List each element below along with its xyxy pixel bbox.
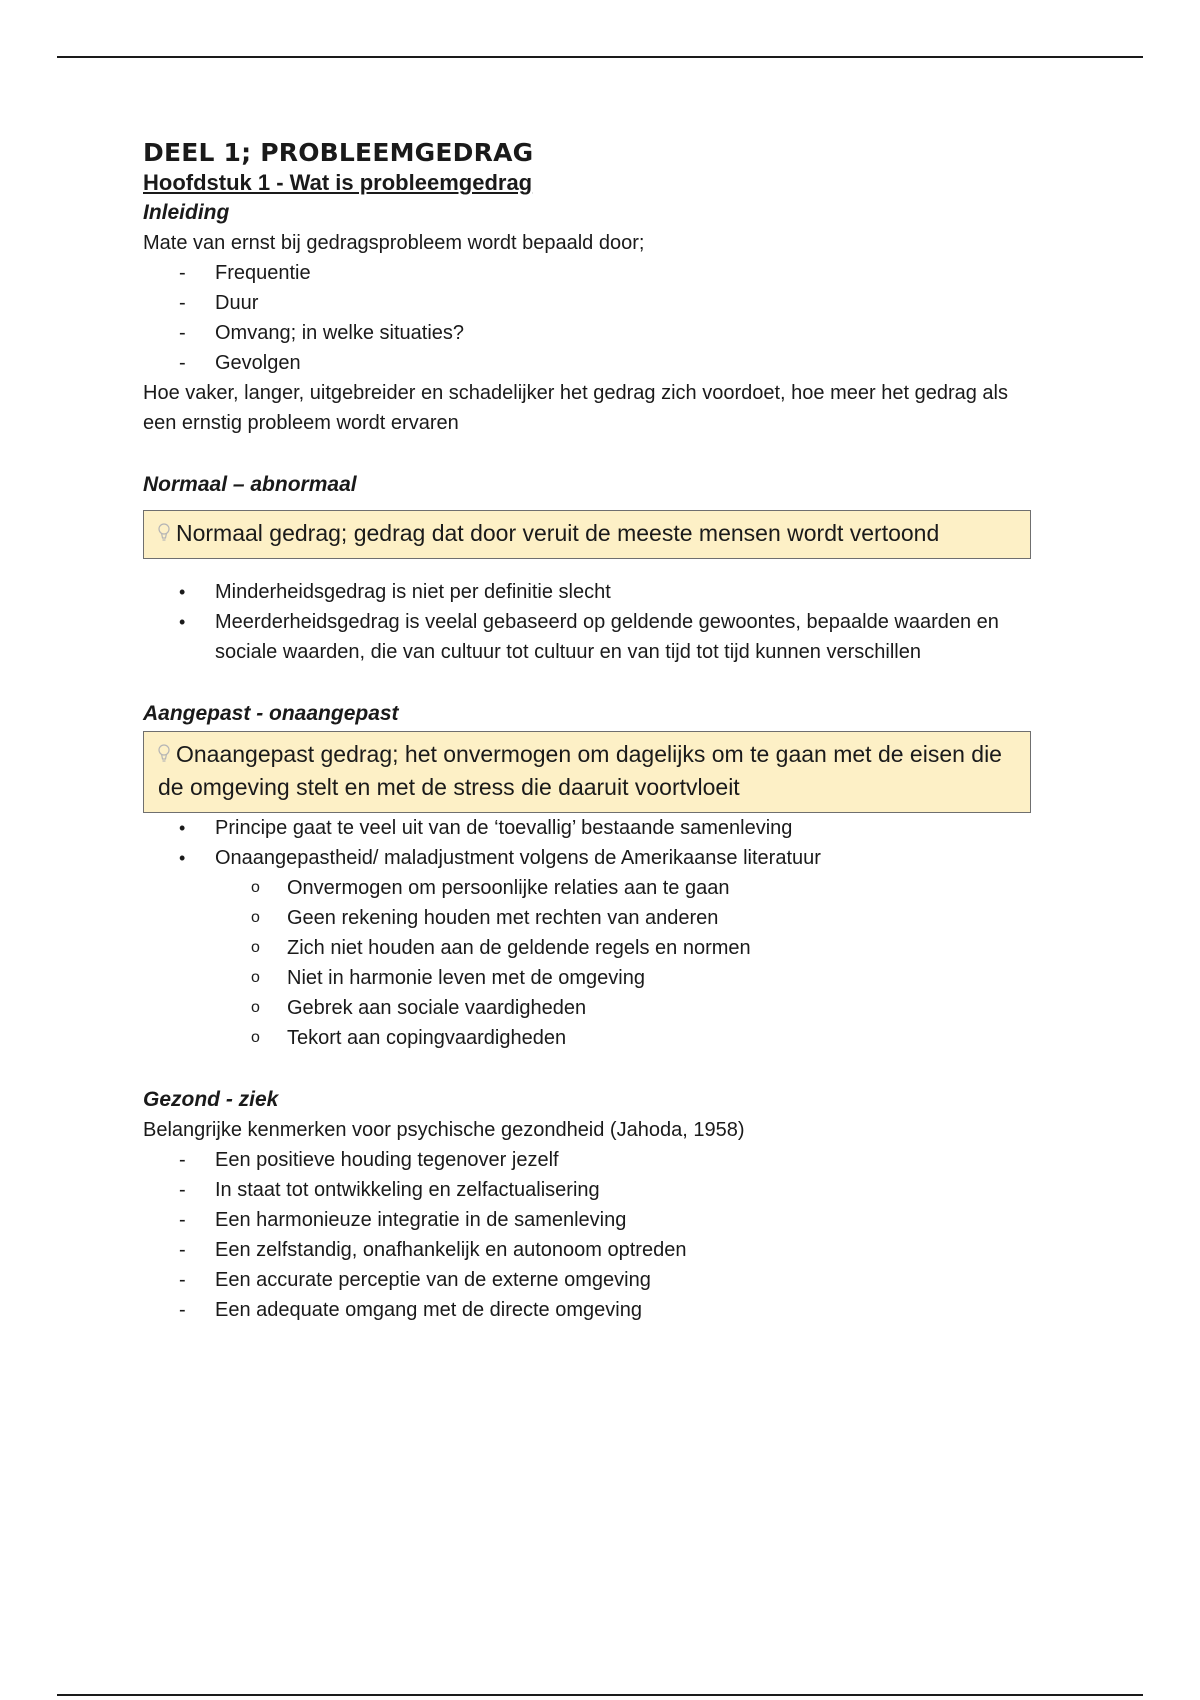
- lightbulb-icon: [158, 522, 170, 544]
- section-title-inleiding: Inleiding: [143, 201, 230, 224]
- circle-marker: o: [251, 999, 260, 1016]
- list-item: - Frequentie: [143, 258, 1043, 288]
- aangepast-sub-list: [143, 873, 1043, 1053]
- dash-marker: -: [179, 1179, 186, 1201]
- list-item: o Tekort aan copingvaardigheden: [143, 1023, 1043, 1053]
- dash-marker: -: [179, 1149, 186, 1171]
- list-item: o Geen rekening houden met rechten van anderen: [143, 903, 1043, 933]
- list-item: - Een adequate omgang met de directe omgeving: [143, 1295, 1043, 1325]
- list-item: o Niet in harmonie leven met de omgeving: [143, 963, 1043, 993]
- dash-marker: -: [179, 292, 186, 314]
- top-rule: [57, 56, 1143, 58]
- circle-marker: o: [251, 909, 260, 926]
- inleiding-intro: Mate van ernst bij gedragsprobleem wordt bepaald door;: [143, 232, 645, 254]
- list-item: • Meerderheidsgedrag is veelal gebaseerd op geldende gewoontes, bepaalde waarden en sociale waarden, die van cultuur tot cultuur en van tijd tot tijd kunnen verschillen: [143, 607, 1043, 667]
- list-item: • Minderheidsgedrag is niet per definitie slecht: [143, 577, 1043, 607]
- bullet-marker: •: [179, 582, 186, 602]
- list-item: - In staat tot ontwikkeling en zelfactualisering: [143, 1175, 1043, 1205]
- list-item: • Onaangepastheid/ maladjustment volgens de Amerikaanse literatuur: [143, 843, 1043, 873]
- bullet-marker: •: [179, 612, 186, 632]
- circle-marker: o: [251, 969, 260, 986]
- callout-normaal: [143, 510, 1031, 559]
- bullet-marker: •: [179, 818, 186, 838]
- normaal-bullets: [143, 577, 1043, 667]
- dash-marker: -: [179, 1299, 186, 1321]
- circle-marker: o: [251, 939, 260, 956]
- bullet-marker: •: [179, 848, 186, 868]
- list-item: - Een harmonieuze integratie in de samenleving: [143, 1205, 1043, 1235]
- dash-marker: -: [179, 322, 186, 344]
- dash-marker: -: [179, 1269, 186, 1291]
- list-item: o Onvermogen om persoonlijke relaties aan te gaan: [143, 873, 1043, 903]
- section-title-aangepast: Aangepast - onaangepast: [143, 702, 399, 725]
- circle-marker: o: [251, 879, 260, 896]
- list-item: - Een positieve houding tegenover jezelf: [143, 1145, 1043, 1175]
- list-item: - Gevolgen: [143, 348, 1043, 378]
- section-title-gezond: Gezond - ziek: [143, 1088, 279, 1111]
- callout-aangepast-text: Onaangepast gedrag; het onvermogen om dagelijks om te gaan met de eisen die de omgeving stelt en met de stress die daaruit voortvloeit: [158, 741, 1002, 800]
- list-item: o Gebrek aan sociale vaardigheden: [143, 993, 1043, 1023]
- bottom-rule: [57, 1694, 1143, 1696]
- chapter-title: Hoofdstuk 1 - Wat is probleemgedrag: [143, 170, 533, 195]
- inleiding-list: [143, 258, 1043, 378]
- list-item: - Een accurate perceptie van de externe omgeving: [143, 1265, 1043, 1295]
- lightbulb-icon: [158, 743, 170, 765]
- inleiding-conclusion: Hoe vaker, langer, uitgebreider en schadelijker het gedrag zich voordoet, hoe meer het gedrag als een ernstig probleem wordt ervaren: [143, 382, 1008, 434]
- dash-marker: -: [179, 262, 186, 284]
- dash-marker: -: [179, 1239, 186, 1261]
- list-item: - Duur: [143, 288, 1043, 318]
- document-body: [143, 138, 1043, 1325]
- circle-marker: o: [251, 1029, 260, 1046]
- aangepast-bullets: [143, 813, 1043, 873]
- list-item: - Omvang; in welke situaties?: [143, 318, 1043, 348]
- gezond-intro: Belangrijke kenmerken voor psychische gezondheid (Jahoda, 1958): [143, 1119, 745, 1141]
- list-item: - Een zelfstandig, onafhankelijk en autonoom optreden: [143, 1235, 1043, 1265]
- section-title-normaal: Normaal – abnormaal: [143, 473, 357, 496]
- list-item: o Zich niet houden aan de geldende regels en normen: [143, 933, 1043, 963]
- callout-aangepast: [143, 731, 1031, 813]
- gezond-list: [143, 1145, 1043, 1325]
- callout-normaal-text: Normaal gedrag; gedrag dat door veruit de meeste mensen wordt vertoond: [176, 520, 940, 546]
- list-item: • Principe gaat te veel uit van de ‘toevallig’ bestaande samenleving: [143, 813, 1043, 843]
- dash-marker: -: [179, 1209, 186, 1231]
- dash-marker: -: [179, 352, 186, 374]
- part-title: DEEL 1; PROBLEEMGEDRAG: [143, 138, 534, 167]
